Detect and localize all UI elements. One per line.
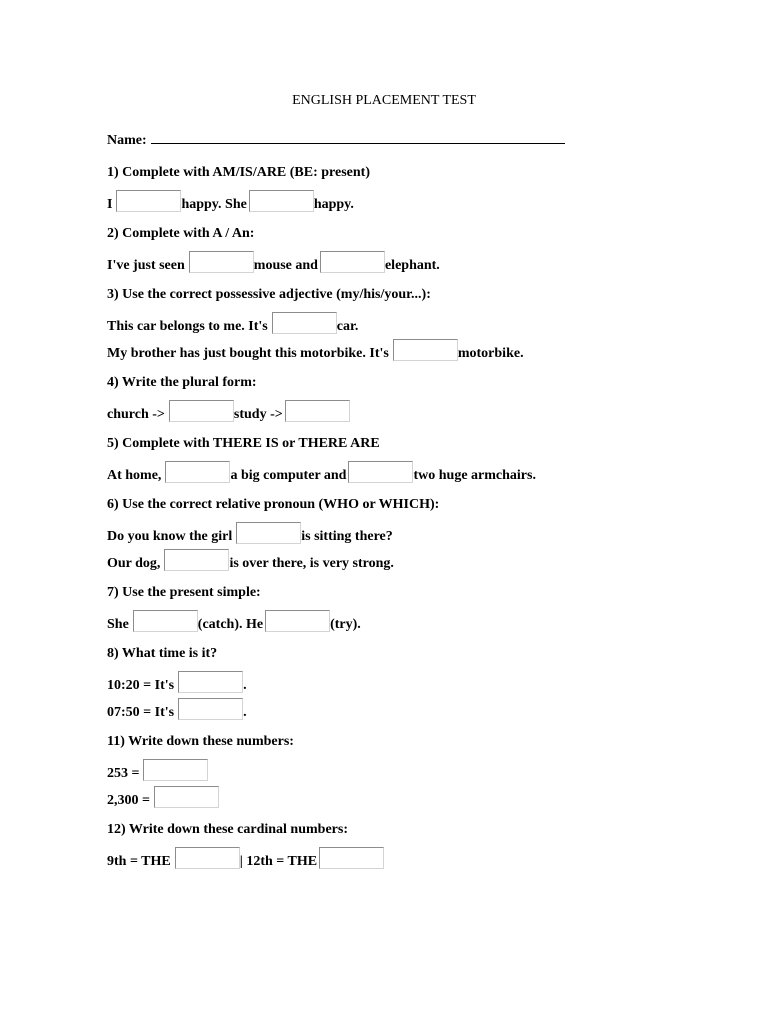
- answer-input[interactable]: [164, 549, 229, 571]
- line-text: She: [107, 617, 129, 632]
- answer-input[interactable]: [165, 461, 230, 483]
- line-text: car.: [336, 319, 359, 334]
- line-text: .: [243, 705, 247, 720]
- question-6: [107, 496, 667, 571]
- answer-input[interactable]: [348, 461, 413, 483]
- questions-list: [107, 164, 667, 869]
- question-heading: 5) Complete with THERE IS or THERE ARE: [107, 436, 380, 451]
- answer-line: [107, 698, 667, 720]
- line-text: (catch). He: [197, 617, 264, 632]
- page-title: ENGLISH PLACEMENT TEST: [292, 93, 476, 108]
- question-heading: 11) Write down these numbers:: [107, 734, 294, 749]
- answer-line: [107, 522, 667, 544]
- line-text: | 12th = THE: [239, 854, 318, 869]
- line-text: mouse and: [253, 258, 318, 273]
- answer-line: [107, 847, 667, 869]
- name-row: [107, 129, 667, 147]
- answer-input[interactable]: [178, 698, 243, 720]
- answer-input[interactable]: [272, 312, 337, 334]
- line-text: Our dog,: [107, 556, 161, 571]
- answer-line: [107, 786, 667, 808]
- line-text: is over there, is very strong.: [229, 556, 394, 571]
- line-text: 253 =: [107, 766, 140, 781]
- line-text: My brother has just bought this motorbike. It's: [107, 346, 389, 361]
- line-text: (try).: [330, 617, 361, 632]
- line-text: 2,300 =: [107, 793, 150, 808]
- line-text: two huge armchairs.: [413, 468, 536, 483]
- line-text: is sitting there?: [301, 529, 393, 544]
- name-line: [151, 129, 565, 144]
- question-heading: 6) Use the correct relative pronoun (WHO or WHICH):: [107, 497, 440, 512]
- answer-input[interactable]: [236, 522, 301, 544]
- answer-input[interactable]: [285, 400, 350, 422]
- line-text: I've just seen: [107, 258, 185, 273]
- question-4: [107, 374, 667, 422]
- question-8: [107, 645, 667, 720]
- question-heading: 12) Write down these cardinal numbers:: [107, 822, 348, 837]
- answer-line: [107, 190, 667, 212]
- answer-line: [107, 610, 667, 632]
- test-page: [107, 92, 667, 869]
- line-text: .: [243, 678, 247, 693]
- answer-input[interactable]: [154, 786, 219, 808]
- answer-input[interactable]: [116, 190, 181, 212]
- answer-line: [107, 461, 667, 483]
- line-text: This car belongs to me. It's: [107, 319, 268, 334]
- question-heading: 8) What time is it?: [107, 646, 218, 661]
- line-text: study ->: [233, 407, 283, 422]
- question-heading: 1) Complete with AM/IS/ARE (BE: present): [107, 165, 371, 180]
- answer-input[interactable]: [320, 251, 385, 273]
- answer-input[interactable]: [169, 400, 234, 422]
- line-text: church ->: [107, 407, 165, 422]
- question-3: [107, 286, 667, 361]
- line-text: happy. She: [181, 197, 247, 212]
- line-text: happy.: [313, 197, 354, 212]
- answer-input[interactable]: [175, 847, 240, 869]
- name-label: Name:: [107, 133, 147, 148]
- answer-input[interactable]: [265, 610, 330, 632]
- question-1: [107, 164, 667, 212]
- answer-input[interactable]: [393, 339, 458, 361]
- answer-line: [107, 339, 667, 361]
- line-text: I: [107, 197, 113, 212]
- question-10: [107, 821, 667, 869]
- line-text: motorbike.: [457, 346, 524, 361]
- question-heading: 3) Use the correct possessive adjective (my/his/your...):: [107, 287, 431, 302]
- line-text: 10:20 = It's: [107, 678, 175, 693]
- question-9: [107, 733, 667, 808]
- question-heading: 7) Use the present simple:: [107, 585, 261, 600]
- answer-line: [107, 312, 667, 334]
- answer-input[interactable]: [143, 759, 208, 781]
- line-text: At home,: [107, 468, 162, 483]
- question-heading: 2) Complete with A / An:: [107, 226, 255, 241]
- answer-line: [107, 251, 667, 273]
- answer-line: [107, 759, 667, 781]
- answer-line: [107, 671, 667, 693]
- line-text: 9th = THE: [107, 854, 171, 869]
- question-5: [107, 435, 667, 483]
- question-7: [107, 584, 667, 632]
- line-text: 07:50 = It's: [107, 705, 175, 720]
- answer-input[interactable]: [189, 251, 254, 273]
- answer-input[interactable]: [249, 190, 314, 212]
- answer-line: [107, 549, 667, 571]
- question-2: [107, 225, 667, 273]
- answer-input[interactable]: [133, 610, 198, 632]
- answer-line: [107, 400, 667, 422]
- answer-input[interactable]: [178, 671, 243, 693]
- answer-input[interactable]: [319, 847, 384, 869]
- line-text: Do you know the girl: [107, 529, 233, 544]
- line-text: a big computer and: [230, 468, 347, 483]
- question-heading: 4) Write the plural form:: [107, 375, 257, 390]
- line-text: elephant.: [384, 258, 440, 273]
